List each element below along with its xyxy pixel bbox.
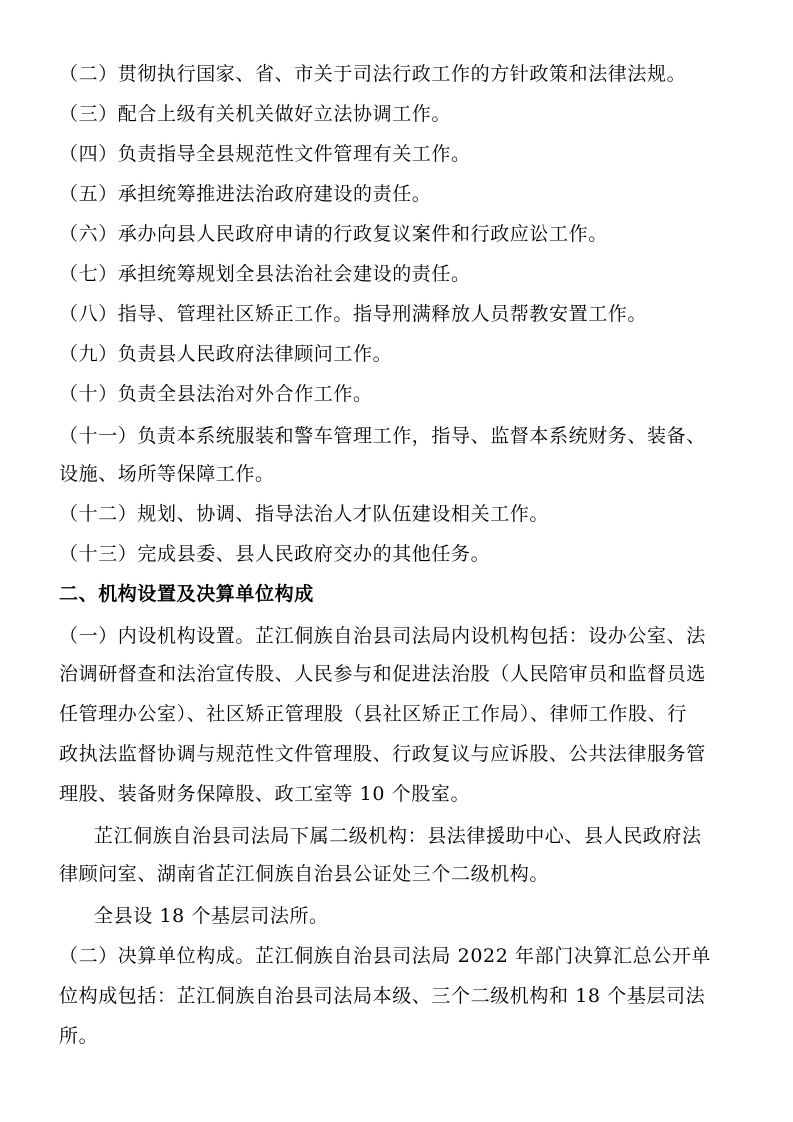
second-level-line-1: 芷江侗族自治县司法局下属二级机构：县法律援助中心、县人民政府法 bbox=[94, 825, 702, 847]
duty-item-7: （七）承担统筹规划全县法治社会建设的责任。 bbox=[59, 263, 471, 285]
duty-item-9: （九）负责县人民政府法律顾问工作。 bbox=[59, 343, 393, 365]
duty-item-10: （十）负责全县法治对外合作工作。 bbox=[59, 383, 373, 405]
duty-item-5: （五）承担统筹推进法治政府建设的责任。 bbox=[59, 183, 432, 205]
duty-item-3: （三）配合上级有关机关做好立法协调工作。 bbox=[59, 103, 452, 125]
duty-item-8: （八）指导、管理社区矫正工作。指导刑满释放人员帮教安置工作。 bbox=[59, 303, 648, 325]
section-heading: 二、机构设置及决算单位构成 bbox=[59, 583, 314, 605]
duty-item-2: （二）贯彻执行国家、省、市关于司法行政工作的方针政策和法律法规。 bbox=[59, 63, 687, 85]
budget-unit-line-3: 所。 bbox=[59, 1025, 99, 1047]
internal-structure-line-3: 任管理办公室）、社区矫正管理股（县社区矫正工作局）、律师工作股、行 bbox=[59, 703, 687, 725]
second-level-line-2: 律顾问室、湖南省芷江侗族自治县公证处三个二级机构。 bbox=[59, 863, 550, 885]
duty-item-12: （十二）规划、协调、指导法治人才队伍建设相关工作。 bbox=[59, 503, 550, 525]
duty-item-6: （六）承办向县人民政府申请的行政复议案件和行政应讼工作。 bbox=[59, 223, 608, 245]
budget-unit-line-2: 位构成包括：芷江侗族自治县司法局本级、三个二级机构和 18 个基层司法 bbox=[59, 985, 706, 1007]
grassroots-offices: 全县设 18 个基层司法所。 bbox=[94, 905, 329, 927]
internal-structure-line-4: 政执法监督协调与规范性文件管理股、行政复议与应诉股、公共法律服务管 bbox=[59, 743, 706, 765]
internal-structure-line-2: 治调研督查和法治宣传股、人民参与和促进法治股（人民陪审员和监督员选 bbox=[59, 663, 706, 685]
duty-item-11-cont: 设施、场所等保障工作。 bbox=[59, 463, 275, 485]
duty-item-11: （十一）负责本系统服装和警车管理工作，指导、监督本系统财务、装备、 bbox=[59, 425, 706, 447]
internal-structure-line-1: （一）内设机构设置。芷江侗族自治县司法局内设机构包括：设办公室、法 bbox=[59, 625, 706, 647]
internal-structure-line-5: 理股、装备财务保障股、政工室等 10 个股室。 bbox=[59, 783, 471, 805]
budget-unit-line-1: （二）决算单位构成。芷江侗族自治县司法局 2022 年部门决算汇总公开单 bbox=[59, 945, 712, 967]
duty-item-4: （四）负责指导全县规范性文件管理有关工作。 bbox=[59, 143, 471, 165]
duty-item-13: （十三）完成县委、县人民政府交办的其他任务。 bbox=[59, 543, 491, 565]
